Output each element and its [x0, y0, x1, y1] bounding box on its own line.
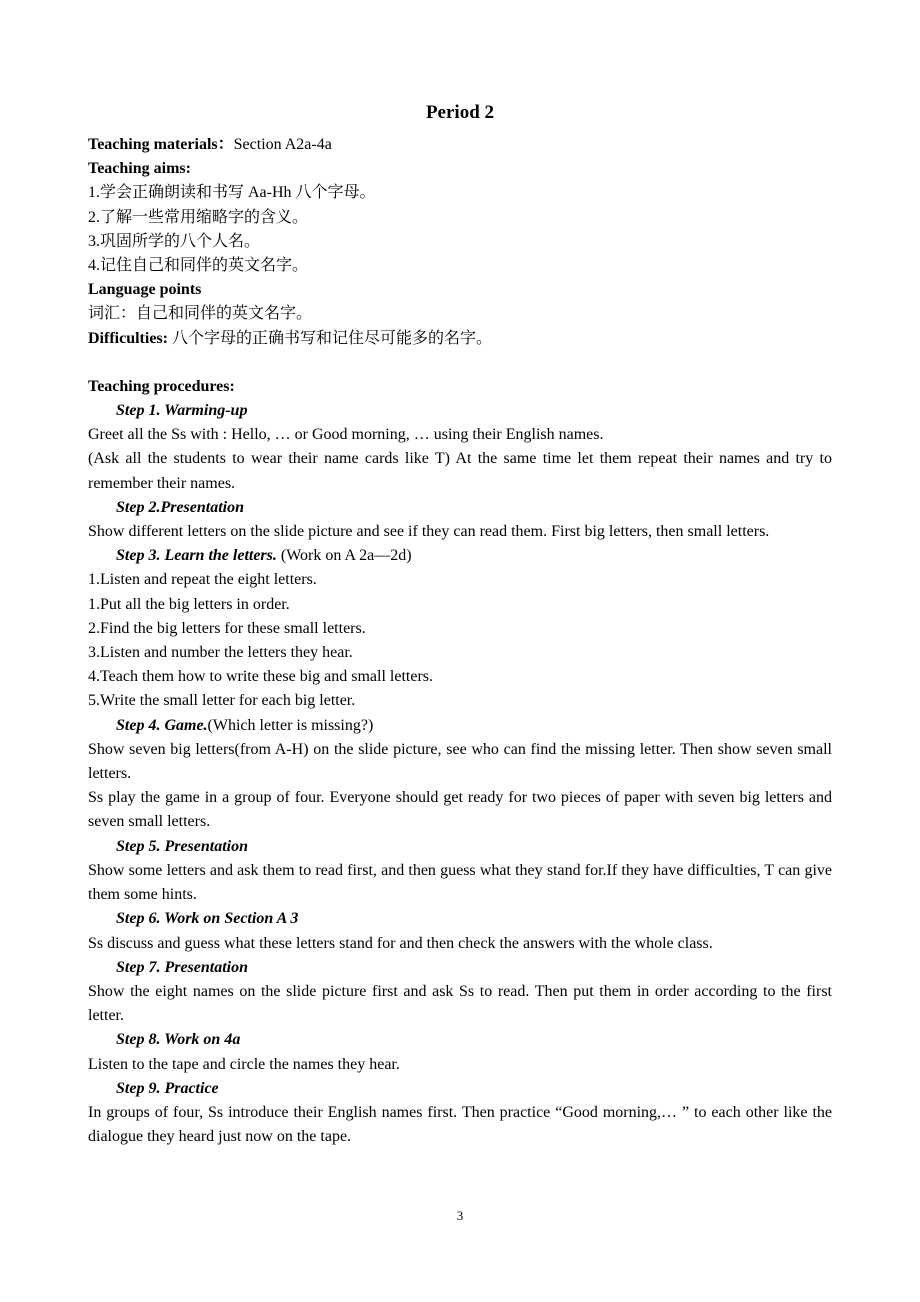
step-paragraph: Show the eight names on the slide picture first and ask Ss to read. Then put them in order according to the first letter.	[88, 982, 832, 1025]
step-heading	[88, 1028, 832, 1052]
materials-value: Section A2a-4a	[233, 136, 332, 153]
document-page	[88, 96, 832, 1149]
materials-line	[88, 133, 832, 157]
step-title: Step 1. Warming-up	[116, 402, 248, 420]
difficulties-text: 八个字母的正确书写和记住尽可能多的名字。	[171, 329, 492, 347]
step-list-item: 3.Listen and number the letters they hear.	[88, 644, 353, 662]
step-paragraph: Greet all the Ss with : Hello, … or Good morning, … using their English names.	[88, 426, 604, 444]
aims-heading: Teaching aims:	[88, 160, 191, 178]
step-list-item: 1.Put all the big letters in order.	[88, 595, 290, 613]
step-paragraph: Ss discuss and guess what these letters stand for and then check the answers with the whole class.	[88, 934, 713, 952]
step-paragraph: Show some letters and ask them to read first, and then guess what they stand for.If they have difficulties, T can give them some hints.	[88, 861, 832, 904]
difficulties-label: Difficulties:	[88, 329, 168, 347]
step-paragraph: In groups of four, Ss introduce their English names first. Then practice “Good morning,… ” to each other like the dialogue they heard just now on the tape.	[88, 1103, 832, 1146]
step-list-item: 4.Teach them how to write these big and small letters.	[88, 668, 434, 686]
aim-item: 1.学会正确朗读和书写 Aa-Hh 八个字母。	[88, 184, 376, 202]
step-heading	[88, 1077, 832, 1101]
step-title: Step 2.Presentation	[116, 498, 245, 516]
step-paragraph: Show seven big letters(from A-H) on the slide picture, see who can find the missing letter. Then show seven small letters.	[88, 740, 832, 783]
step-title: Step 3. Learn the letters.	[116, 547, 277, 565]
step-heading	[88, 956, 832, 980]
step-title: Step 8. Work on 4a	[116, 1031, 241, 1049]
step-heading	[88, 399, 832, 423]
step-paragraph: Listen to the tape and circle the names they hear.	[88, 1055, 400, 1073]
step-paragraph: Ss play the game in a group of four. Everyone should get ready for two pieces of paper with seven big letters and seven small letters.	[88, 789, 832, 831]
step-title: Step 4. Game.	[116, 716, 208, 734]
language-points-text: 词汇：自己和同伴的英文名字。	[88, 305, 313, 323]
step-title: Step 9. Practice	[116, 1079, 219, 1097]
step-title: Step 5. Presentation	[116, 837, 249, 855]
step-paragraph: Show different letters on the slide picture and see if they can read them. First big letters, then small letters.	[88, 523, 770, 541]
difficulties-line	[88, 327, 832, 351]
step-list-item: 5.Write the small letter for each big letter.	[88, 692, 356, 710]
page-title: Period 2	[425, 102, 495, 123]
aim-item: 2.了解一些常用缩略字的含义。	[88, 208, 309, 226]
step-heading	[88, 544, 832, 568]
step-title: Step 6. Work on Section A 3	[116, 910, 299, 928]
aim-item: 4.记住自己和同伴的英文名字。	[88, 257, 309, 275]
aim-item: 3.巩固所学的八个人名。	[88, 232, 261, 250]
language-points-heading: Language points	[88, 281, 202, 299]
step-note: (Which letter is missing?)	[207, 716, 374, 734]
step-note: (Work on A 2a—2d)	[276, 547, 412, 565]
step-heading	[88, 496, 832, 520]
step-heading	[88, 835, 832, 859]
materials-label: Teaching materials：	[88, 136, 234, 153]
step-heading	[88, 714, 832, 738]
step-list-item: 2.Find the big letters for these small letters.	[88, 619, 366, 637]
page-number: 3	[456, 1208, 464, 1223]
step-title: Step 7. Presentation	[116, 958, 249, 976]
spacer	[88, 351, 832, 375]
procedures-heading: Teaching procedures:	[88, 377, 235, 395]
step-heading	[88, 907, 832, 931]
step-list-item: 1.Listen and repeat the eight letters.	[88, 571, 317, 589]
step-paragraph: (Ask all the students to wear their name cards like T) At the same time let them repeat their names and try to remember their names.	[88, 450, 832, 492]
